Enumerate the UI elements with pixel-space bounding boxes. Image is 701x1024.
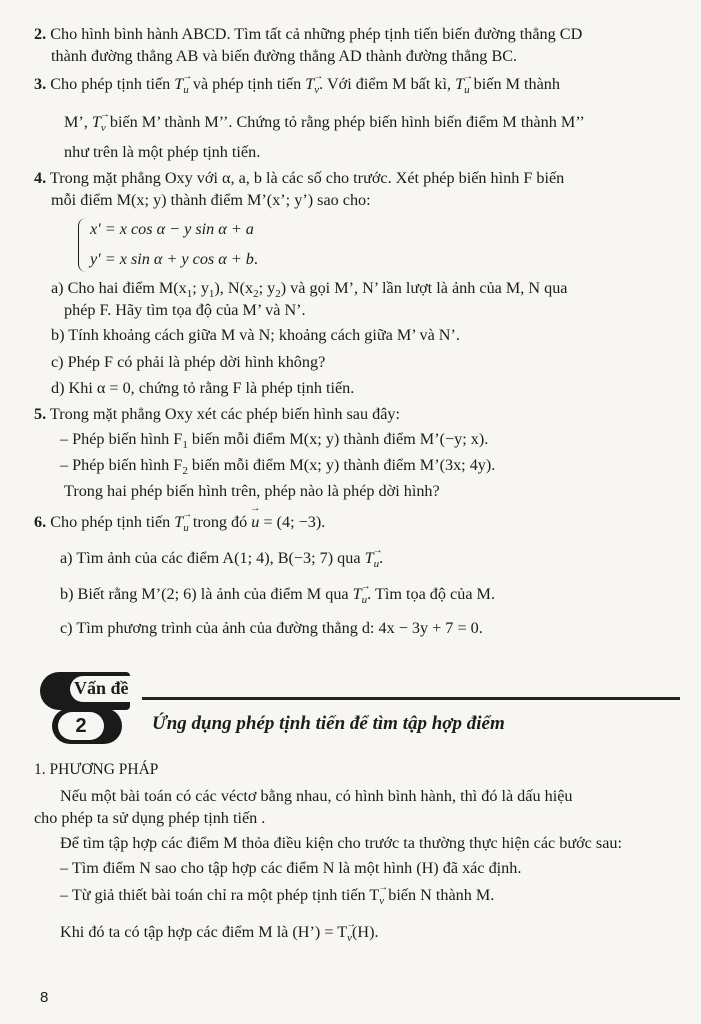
translation-symbol: $T_u$ [174, 513, 189, 535]
equation-y: y′ = x sin α + y cos α + b. [90, 250, 258, 268]
exercise-5-f2: – Phép biến hình $F_2$ biến mỗi điểm M(x; y) thành điểm M’(3x; 4y). [60, 456, 496, 478]
exercise-6a: a) Tìm ảnh của các điểm A(1; 4), B(−3; 7) qua $T_u$. [60, 549, 384, 571]
page-number: 8 [40, 989, 49, 1006]
exercise-text: và phép tịnh tiến [188, 75, 306, 93]
exercise-3-line-1 [34, 74, 560, 97]
exercise-4b: b) Tính khoảng cách giữa M và N; khoảng cách giữa M’ và N’. [51, 326, 460, 344]
system-brace [78, 218, 89, 272]
translation-symbol: $T_u$ [352, 585, 368, 607]
exercise-text: Cho hình bình hành ABCD. Tìm tất cả những phép tịnh tiến biến đường thẳng CD [50, 25, 583, 43]
method-line-2: cho phép ta sử dụng phép tịnh tiến . [34, 809, 266, 827]
exercise-3-line-2 [64, 112, 585, 135]
exercise-6c: c) Tìm phương trình của ảnh của đường thẳng d: 4x − 3y + 7 = 0. [60, 619, 483, 637]
exercise-5-question: Trong hai phép biến hình trên, phép nào là phép dời hình? [64, 482, 440, 500]
exercise-4-line-2: mỗi điểm M(x; y) thành điểm M’(x’; y’) sao cho: [51, 191, 371, 209]
exercise-text: Cho phép tịnh tiến [50, 75, 175, 93]
exercise-2-line-1 [34, 24, 582, 44]
method-line-3: Để tìm tập hợp các điểm M thỏa điều kiện cho trước ta thường thực hiện các bước sau: [60, 834, 622, 852]
exercise-number: 5. [34, 405, 47, 423]
exercise-5-f1: – Phép biến hình $F_1$ biến mỗi điểm M(x; y) thành điểm M’(−y; x). [60, 430, 489, 452]
exercise-5-line-1 [34, 404, 400, 424]
exercise-text: Trong mặt phẳng Oxy với α, a, b là các số cho trước. Xét phép biến hình F biến [49, 169, 565, 187]
translation-symbol: $T_u$ [174, 75, 189, 97]
exercise-text: biến M’ thành M’’. Chứng tỏ rằng phép biến hình biến điểm M thành M’’ [105, 113, 585, 131]
translation-symbol: $T_v$ [305, 75, 320, 97]
exercise-text: . Với điểm M bất kì, [319, 75, 456, 93]
method-line-5: – Từ giả thiết bài toán chỉ ra một phép tịnh tiến $T_v$ biến N thành M. [60, 886, 495, 908]
exercise-text: Trong mặt phẳng Oxy xét các phép biến hình sau đây: [49, 405, 400, 423]
exercise-text: biến M thành [469, 75, 560, 93]
exercise-text: M’, [64, 113, 92, 131]
exercise-6-line-1: 6. Cho phép tịnh tiến $T_u$ trong đó → u = (4; −3). [34, 512, 325, 532]
translation-symbol: $T_v$ [337, 923, 352, 945]
method-heading: 1. PHƯƠNG PHÁP [34, 761, 159, 778]
method-line-6: Khi đó ta có tập hợp các điểm M là (H’) = $T_v(H)$. [60, 923, 379, 945]
exercise-number: 3. [34, 75, 47, 93]
translation-symbol: $T_u$ [364, 549, 380, 571]
section-number: 2 [58, 712, 104, 740]
exercise-number: 4. [34, 169, 47, 187]
exercise-number: 6. [34, 513, 47, 531]
exercise-4a-line-1: a) Cho hai điểm $M(x_1$; $y_1$), $N(x_2$; $y_2$) và gọi M’, N’ lần lượt là ảnh của M, N qua [51, 279, 568, 301]
exercise-4a-line-2: phép F. Hãy tìm tọa độ của M’ và N’. [64, 301, 306, 319]
exercise-6b: b) Biết rằng M’(2; 6) là ảnh của điểm M qua $T_u$. Tìm tọa độ của M. [60, 585, 495, 607]
section-title: Ứng dụng phép tịnh tiến để tìm tập hợp điểm [152, 713, 505, 734]
translation-symbol: $T_u$ [455, 75, 470, 97]
equation-x: x′ = x cos α − y sin α + a [90, 220, 254, 238]
vector-u: → u [251, 512, 259, 532]
exercise-4d: d) Khi α = 0, chứng tỏ rằng F là phép tịnh tiến. [51, 379, 355, 397]
exercise-2-line-2: thành đường thẳng AB và biến đường thẳng AD thành đường thẳng BC. [51, 47, 518, 65]
section-label: Vấn đề [74, 678, 129, 698]
translation-symbol: $T_v$ [369, 886, 385, 908]
method-line-4: – Tìm điểm N sao cho tập hợp các điểm N là một hình (H) đã xác định. [60, 859, 522, 877]
exercise-3-line-3: như trên là một phép tịnh tiến. [64, 143, 261, 161]
exercise-4c: c) Phép F có phải là phép dời hình không? [51, 353, 326, 371]
exercise-number: 2. [34, 25, 47, 43]
section-rule [142, 697, 680, 700]
translation-symbol: $T_v$ [91, 113, 106, 135]
method-line-1: Nếu một bài toán có các véctơ bằng nhau, có hình bình hành, thì đó là dấu hiệu [60, 787, 573, 805]
exercise-4-line-1 [34, 168, 564, 188]
